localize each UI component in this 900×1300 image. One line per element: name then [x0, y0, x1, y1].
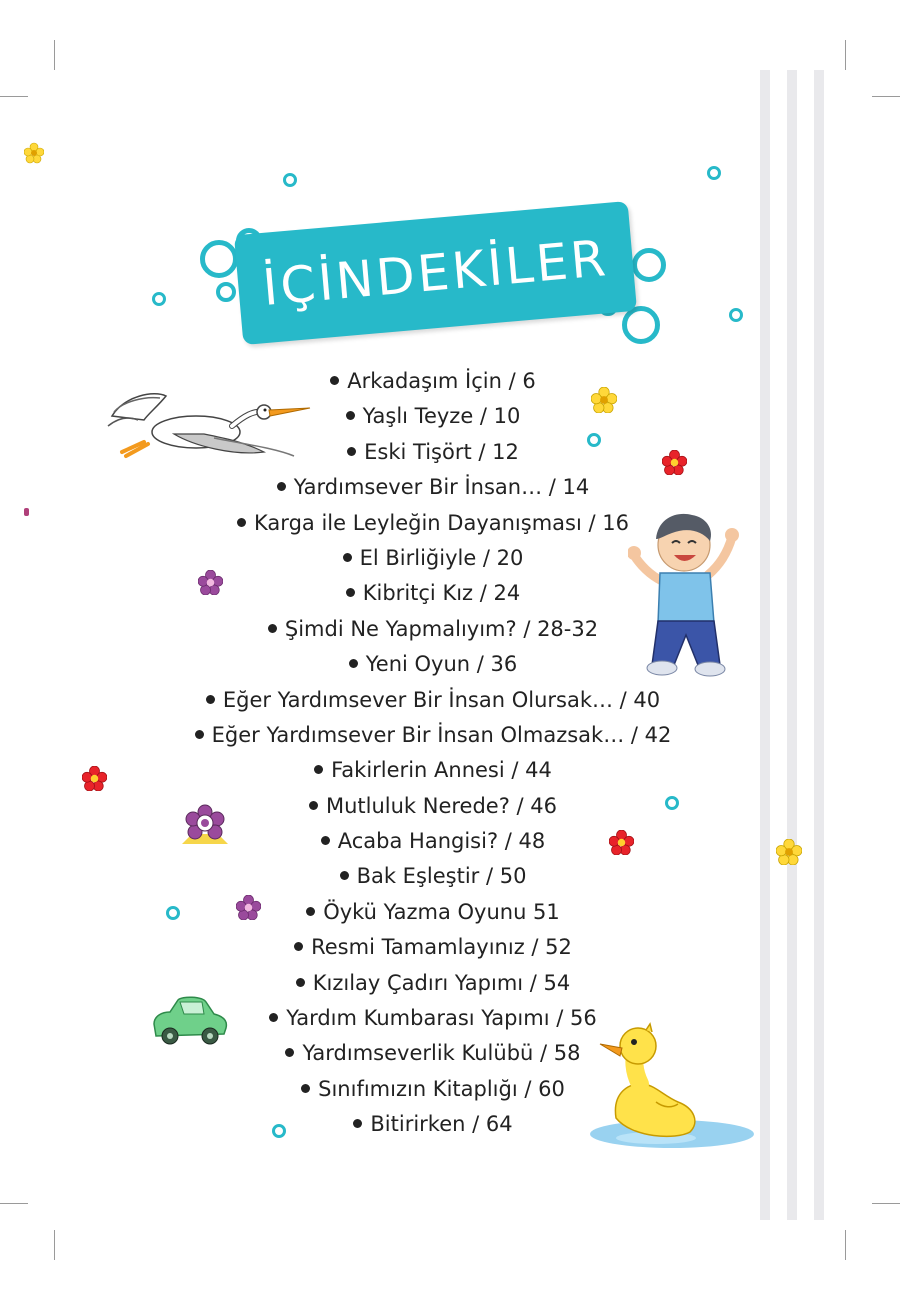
- toc-item-text: Kızılay Çadırı Yapımı / 54: [312, 970, 571, 995]
- bullet-icon: [309, 801, 318, 810]
- crop-mark: [872, 96, 900, 97]
- toc-item: [0, 824, 866, 859]
- toc-item-text: Karga ile Leyleğin Dayanışması / 16: [254, 510, 629, 535]
- flower-icon: [24, 142, 44, 164]
- toc-item: [0, 364, 866, 399]
- crop-mark: [0, 1203, 28, 1204]
- toc-item-text: El Birliğiyle / 20: [359, 545, 524, 570]
- crop-mark: [54, 1230, 55, 1260]
- toc-item-text: Bitirirken / 64: [370, 1112, 513, 1137]
- toc-item: [0, 789, 866, 824]
- bullet-icon: [314, 765, 323, 774]
- toc-item: [0, 1107, 866, 1142]
- toc-item-text: Eğer Yardımsever Bir İnsan Olmazsak… / 42: [211, 722, 672, 747]
- bullet-icon: [206, 695, 215, 704]
- toc-item-text: Eski Tişört / 12: [364, 439, 519, 464]
- toc-item-text: Acaba Hangisi? / 48: [337, 829, 546, 854]
- crop-mark: [54, 40, 55, 70]
- crop-mark: [845, 1230, 846, 1260]
- toc-item: [0, 718, 866, 753]
- toc-item-text: Yaşlı Teyze / 10: [362, 404, 521, 429]
- bubble-ring: [622, 306, 660, 344]
- circle-icon: [152, 292, 166, 306]
- toc-item: [0, 506, 866, 541]
- crop-mark: [845, 40, 846, 70]
- bubble-ring: [216, 282, 236, 302]
- bullet-icon: [321, 836, 330, 845]
- circle-icon: [707, 166, 721, 180]
- toc-item-text: Fakirlerin Annesi / 44: [331, 758, 552, 783]
- toc-item: [0, 683, 866, 718]
- bullet-icon: [346, 411, 355, 420]
- toc-item-text: Öykü Yazma Oyunu 51: [323, 899, 560, 924]
- toc-item-text: Yardımseverlik Kulübü / 58: [302, 1041, 581, 1066]
- toc-item-text: Yardımsever Bir İnsan… / 14: [293, 475, 590, 500]
- bullet-icon: [349, 659, 358, 668]
- toc-item: [0, 1001, 866, 1036]
- toc-item: [0, 966, 866, 1001]
- toc-item-text: Arkadaşım İçin / 6: [347, 369, 536, 393]
- toc-item-text: Resmi Tamamlayınız / 52: [311, 935, 572, 960]
- toc-item: [0, 399, 866, 434]
- toc-item: [0, 930, 866, 965]
- bullet-icon: [330, 376, 339, 385]
- bullet-icon: [301, 1084, 310, 1093]
- page-title: İÇİNDEKİLER: [260, 229, 611, 317]
- toc-item: [0, 753, 866, 788]
- crop-mark: [872, 1203, 900, 1204]
- toc-item-text: Yeni Oyun / 36: [365, 652, 518, 677]
- bullet-icon: [277, 482, 286, 491]
- bullet-icon: [340, 871, 349, 880]
- toc-item: [0, 470, 866, 505]
- toc-item-text: Yardım Kumbarası Yapımı / 56: [286, 1006, 597, 1031]
- toc-item-text: Şimdi Ne Yapmalıyım? / 28-32: [284, 616, 599, 641]
- bullet-icon: [306, 907, 315, 916]
- bullet-icon: [353, 1119, 362, 1128]
- bullet-icon: [268, 624, 277, 633]
- bubble-ring: [200, 240, 238, 278]
- bullet-icon: [294, 942, 303, 951]
- table-of-contents: [0, 364, 866, 1143]
- toc-item: [0, 1036, 866, 1071]
- toc-item-text: Bak Eşleştir / 50: [356, 864, 527, 889]
- toc-item-text: Eğer Yardımsever Bir İnsan Olursak… / 40: [222, 687, 661, 712]
- toc-item-text: Mutluluk Nerede? / 46: [325, 793, 558, 818]
- toc-item: [0, 541, 866, 576]
- circle-icon: [283, 173, 297, 187]
- bubble-ring: [632, 248, 666, 282]
- toc-item: [0, 895, 866, 930]
- toc-item: [0, 859, 866, 894]
- toc-item: [0, 1072, 866, 1107]
- toc-item: [0, 576, 866, 611]
- title-banner-wrapper: [234, 201, 637, 345]
- crop-mark: [0, 96, 28, 97]
- bullet-icon: [269, 1013, 278, 1022]
- bullet-icon: [237, 518, 246, 527]
- bullet-icon: [347, 447, 356, 456]
- toc-item: [0, 647, 866, 682]
- bullet-icon: [343, 553, 352, 562]
- bullet-icon: [296, 978, 305, 987]
- bullet-icon: [195, 730, 204, 739]
- bullet-icon: [346, 588, 355, 597]
- toc-item-text: Sınıfımızın Kitaplığı / 60: [318, 1076, 565, 1101]
- toc-item: [0, 435, 866, 470]
- toc-item: [0, 612, 866, 647]
- circle-icon: [729, 308, 743, 322]
- toc-item-text: Kibritçi Kız / 24: [362, 581, 521, 606]
- bullet-icon: [285, 1048, 294, 1057]
